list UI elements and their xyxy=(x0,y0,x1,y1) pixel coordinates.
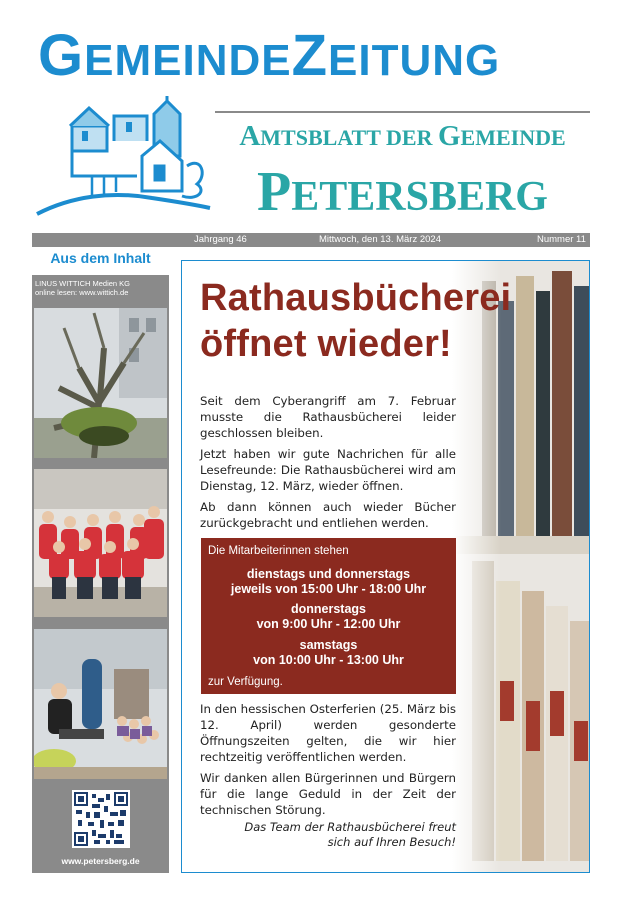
issue-info-bar xyxy=(32,233,590,247)
tree-photo[interactable] xyxy=(34,308,167,458)
article-headline: Rathausbücherei öffnet wieder! xyxy=(200,277,512,365)
petersberg-castle-logo xyxy=(32,96,212,220)
paragraph: Jetzt haben wir gute Nachrichen für alle Lesefreunde: Die Rathausbücherei wird am Dienstag, 12. März, wieder öffnen. xyxy=(200,447,456,493)
hours-tail: zur Verfügung. xyxy=(208,676,283,688)
hours-time-2: von 9:00 Uhr - 12:00 Uhr xyxy=(256,617,401,631)
website-link[interactable]: www.petersberg.de xyxy=(61,856,140,866)
opening-hours-box xyxy=(201,538,456,694)
masthead-title: GEMEINDEZEITUNG xyxy=(38,23,501,88)
group-photo[interactable] xyxy=(34,469,167,617)
paragraph: Ab dann können auch wieder Bücher zurückgebracht und entliehen werden. xyxy=(200,500,456,530)
subtitle-amtsblatt: AMTSBLATT DER GEMEINDE xyxy=(239,120,566,152)
hours-lead: Die Mitarbeiterinnen stehen xyxy=(208,545,349,557)
paragraph: Seit dem Cyberangriff am 7. Februar musste die Rathausbücherei leider geschlossen bleiben. xyxy=(200,394,456,440)
issue-volume: Jahrgang 46 xyxy=(194,234,247,245)
paragraph: In den hessischen Osterferien (25. März bis 12. April) werden gesonderte Öffnungszeiten gelten, die wir hier rechtzeitig veröffentlichen werden. xyxy=(200,702,456,764)
masthead-rule xyxy=(215,111,590,113)
hours-days-2: donnerstags xyxy=(290,602,366,616)
article-body-top xyxy=(200,393,456,531)
issue-number: Nummer 11 xyxy=(537,234,586,245)
publisher-info: LINUS WITTICH Medien KG online lesen: www.wittich.de xyxy=(35,279,131,297)
paragraph: Wir danken allen Bürgerinnen und Bürgern für die lange Geduld in der Zeit der technischen Störung. xyxy=(200,771,456,817)
contents-heading: Aus dem Inhalt xyxy=(50,250,151,266)
article-body-bottom xyxy=(200,701,456,818)
hours-days-1: dienstags und donnerstags xyxy=(246,567,411,581)
reading-photo[interactable] xyxy=(34,629,167,779)
hours-days-3: samstags xyxy=(299,638,358,652)
hours-time-1: jeweils von 15:00 Uhr - 18:00 Uhr xyxy=(230,582,427,596)
qr-code-icon[interactable] xyxy=(72,790,130,848)
article-signature: Das Team der Rathausbücherei freut sich auf Ihren Besuch! xyxy=(244,820,456,849)
issue-date: Mittwoch, den 13. März 2024 xyxy=(319,234,441,245)
place-name: PETERSBERG xyxy=(257,161,548,223)
hours-time-3: von 10:00 Uhr - 13:00 Uhr xyxy=(253,653,404,667)
